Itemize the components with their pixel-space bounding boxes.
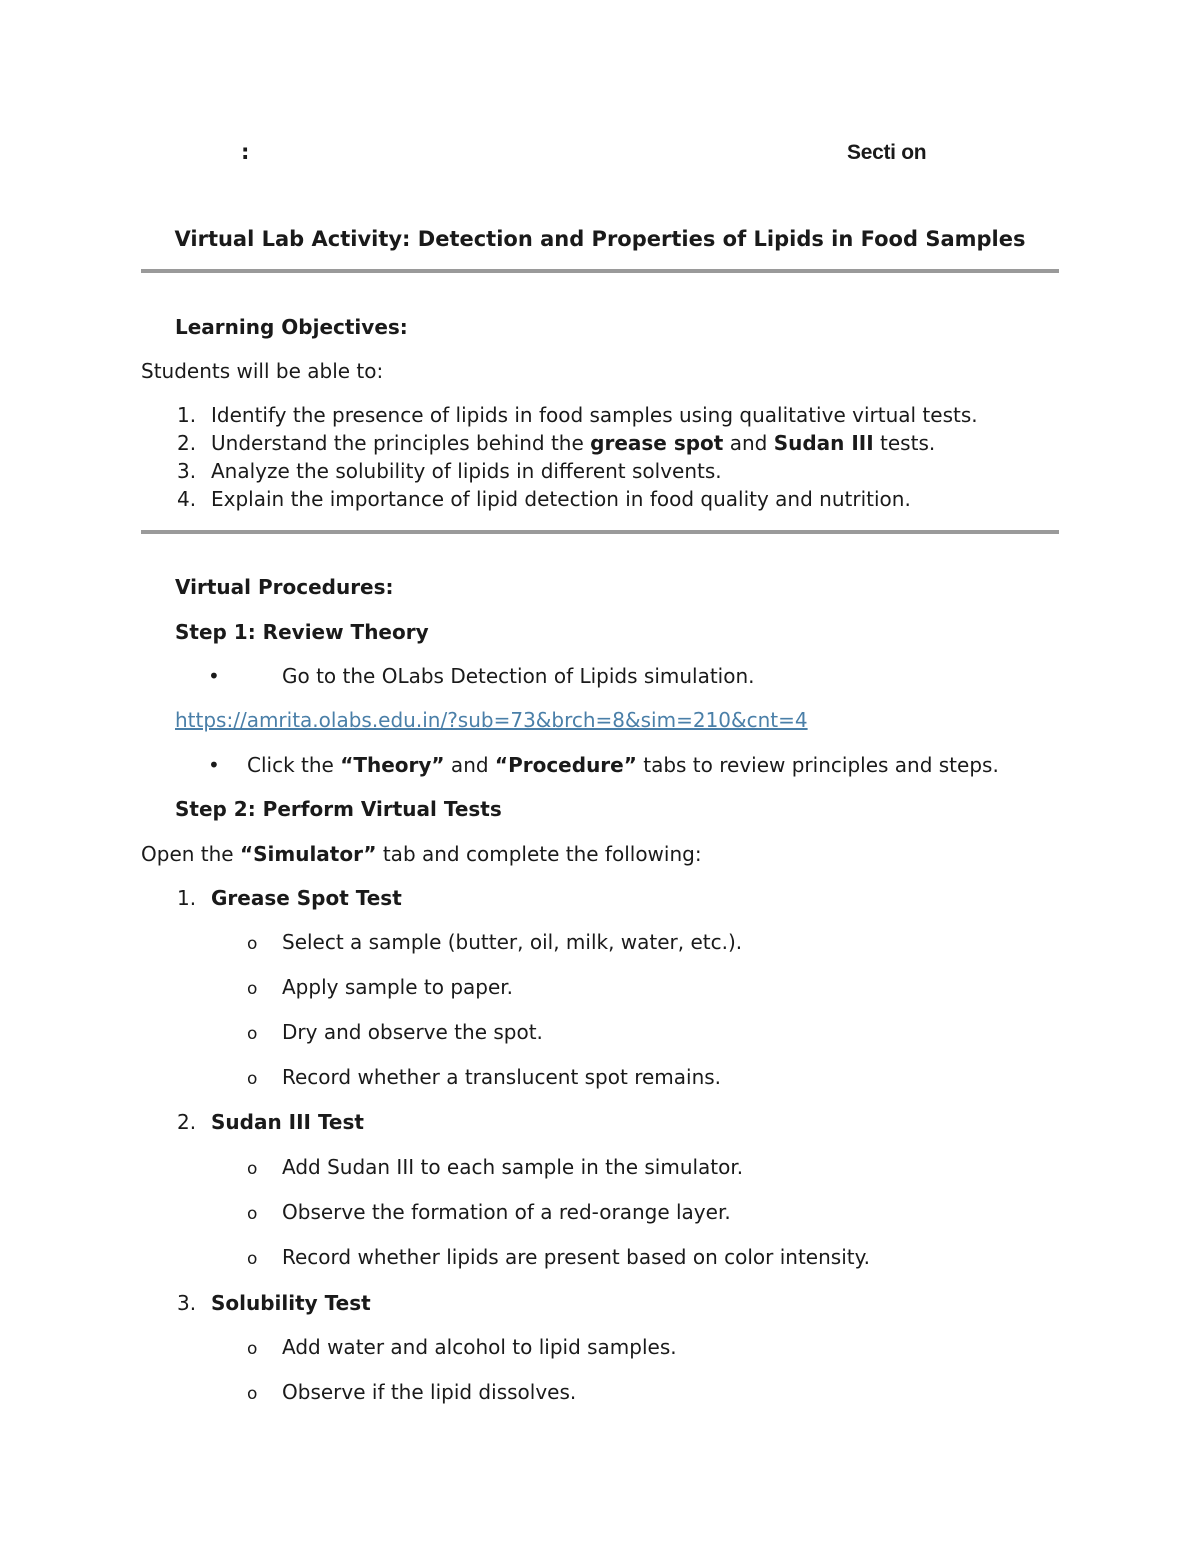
- objective-number: 4.: [177, 487, 197, 511]
- divider-middle: [141, 530, 1059, 534]
- test-step: Record whether lipids are present based on color intensity.: [282, 1245, 870, 1269]
- objective-item: Understand the principles behind the grease spot and Sudan III tests.: [211, 431, 936, 455]
- circle-bullet-icon: o: [247, 1384, 258, 1404]
- test-step: Select a sample (butter, oil, milk, water, etc.).: [282, 930, 743, 954]
- test-step: Record whether a translucent spot remains.: [282, 1065, 722, 1089]
- objective-number: 3.: [177, 459, 197, 483]
- objective-item: Explain the importance of lipid detection in food quality and nutrition.: [211, 487, 911, 511]
- test-step: Observe if the lipid dissolves.: [282, 1380, 577, 1404]
- objectives-intro: Students will be able to:: [141, 359, 384, 383]
- test-step: Observe the formation of a red-orange layer.: [282, 1200, 731, 1224]
- section-label: Secti on: [847, 141, 927, 164]
- page-title: Virtual Lab Activity: Detection and Properties of Lipids in Food Samples: [174, 227, 1026, 251]
- test-step: Dry and observe the spot.: [282, 1020, 543, 1044]
- step2-intro: Open the “Simulator” tab and complete the following:: [141, 842, 702, 866]
- test-name: Sudan III Test: [211, 1110, 364, 1134]
- step2-heading: Step 2: Perform Virtual Tests: [175, 797, 502, 821]
- bullet-icon: •: [208, 664, 220, 688]
- circle-bullet-icon: o: [247, 1249, 258, 1269]
- test-number: 3.: [177, 1291, 197, 1315]
- circle-bullet-icon: o: [247, 1159, 258, 1179]
- test-step: Apply sample to paper.: [282, 975, 514, 999]
- circle-bullet-icon: o: [247, 934, 258, 954]
- step1-bullet-2: Click the “Theory” and “Procedure” tabs to review principles and steps.: [247, 753, 999, 777]
- objectives-heading: Learning Objectives:: [175, 315, 408, 339]
- test-name: Solubility Test: [211, 1291, 371, 1315]
- objective-number: 1.: [177, 403, 197, 427]
- objective-item: Identify the presence of lipids in food samples using qualitative virtual tests.: [211, 403, 978, 427]
- circle-bullet-icon: o: [247, 1069, 258, 1089]
- step1-bullet-1: Go to the OLabs Detection of Lipids simulation.: [282, 664, 755, 688]
- olabs-link[interactable]: https://amrita.olabs.edu.in/?sub=73&brch=8&sim=210&cnt=4: [175, 708, 808, 732]
- test-step: Add Sudan III to each sample in the simulator.: [282, 1155, 744, 1179]
- circle-bullet-icon: o: [247, 1339, 258, 1359]
- test-number: 2.: [177, 1110, 197, 1134]
- bullet-icon: •: [208, 753, 220, 777]
- divider-top: [141, 269, 1059, 273]
- header-colon: :: [241, 140, 250, 164]
- circle-bullet-icon: o: [247, 1024, 258, 1044]
- circle-bullet-icon: o: [247, 979, 258, 999]
- circle-bullet-icon: o: [247, 1204, 258, 1224]
- test-number: 1.: [177, 886, 197, 910]
- test-name: Grease Spot Test: [211, 886, 402, 910]
- procedures-heading: Virtual Procedures:: [175, 575, 394, 599]
- step1-heading: Step 1: Review Theory: [175, 620, 429, 644]
- objective-number: 2.: [177, 431, 197, 455]
- objective-item: Analyze the solubility of lipids in different solvents.: [211, 459, 722, 483]
- test-step: Add water and alcohol to lipid samples.: [282, 1335, 677, 1359]
